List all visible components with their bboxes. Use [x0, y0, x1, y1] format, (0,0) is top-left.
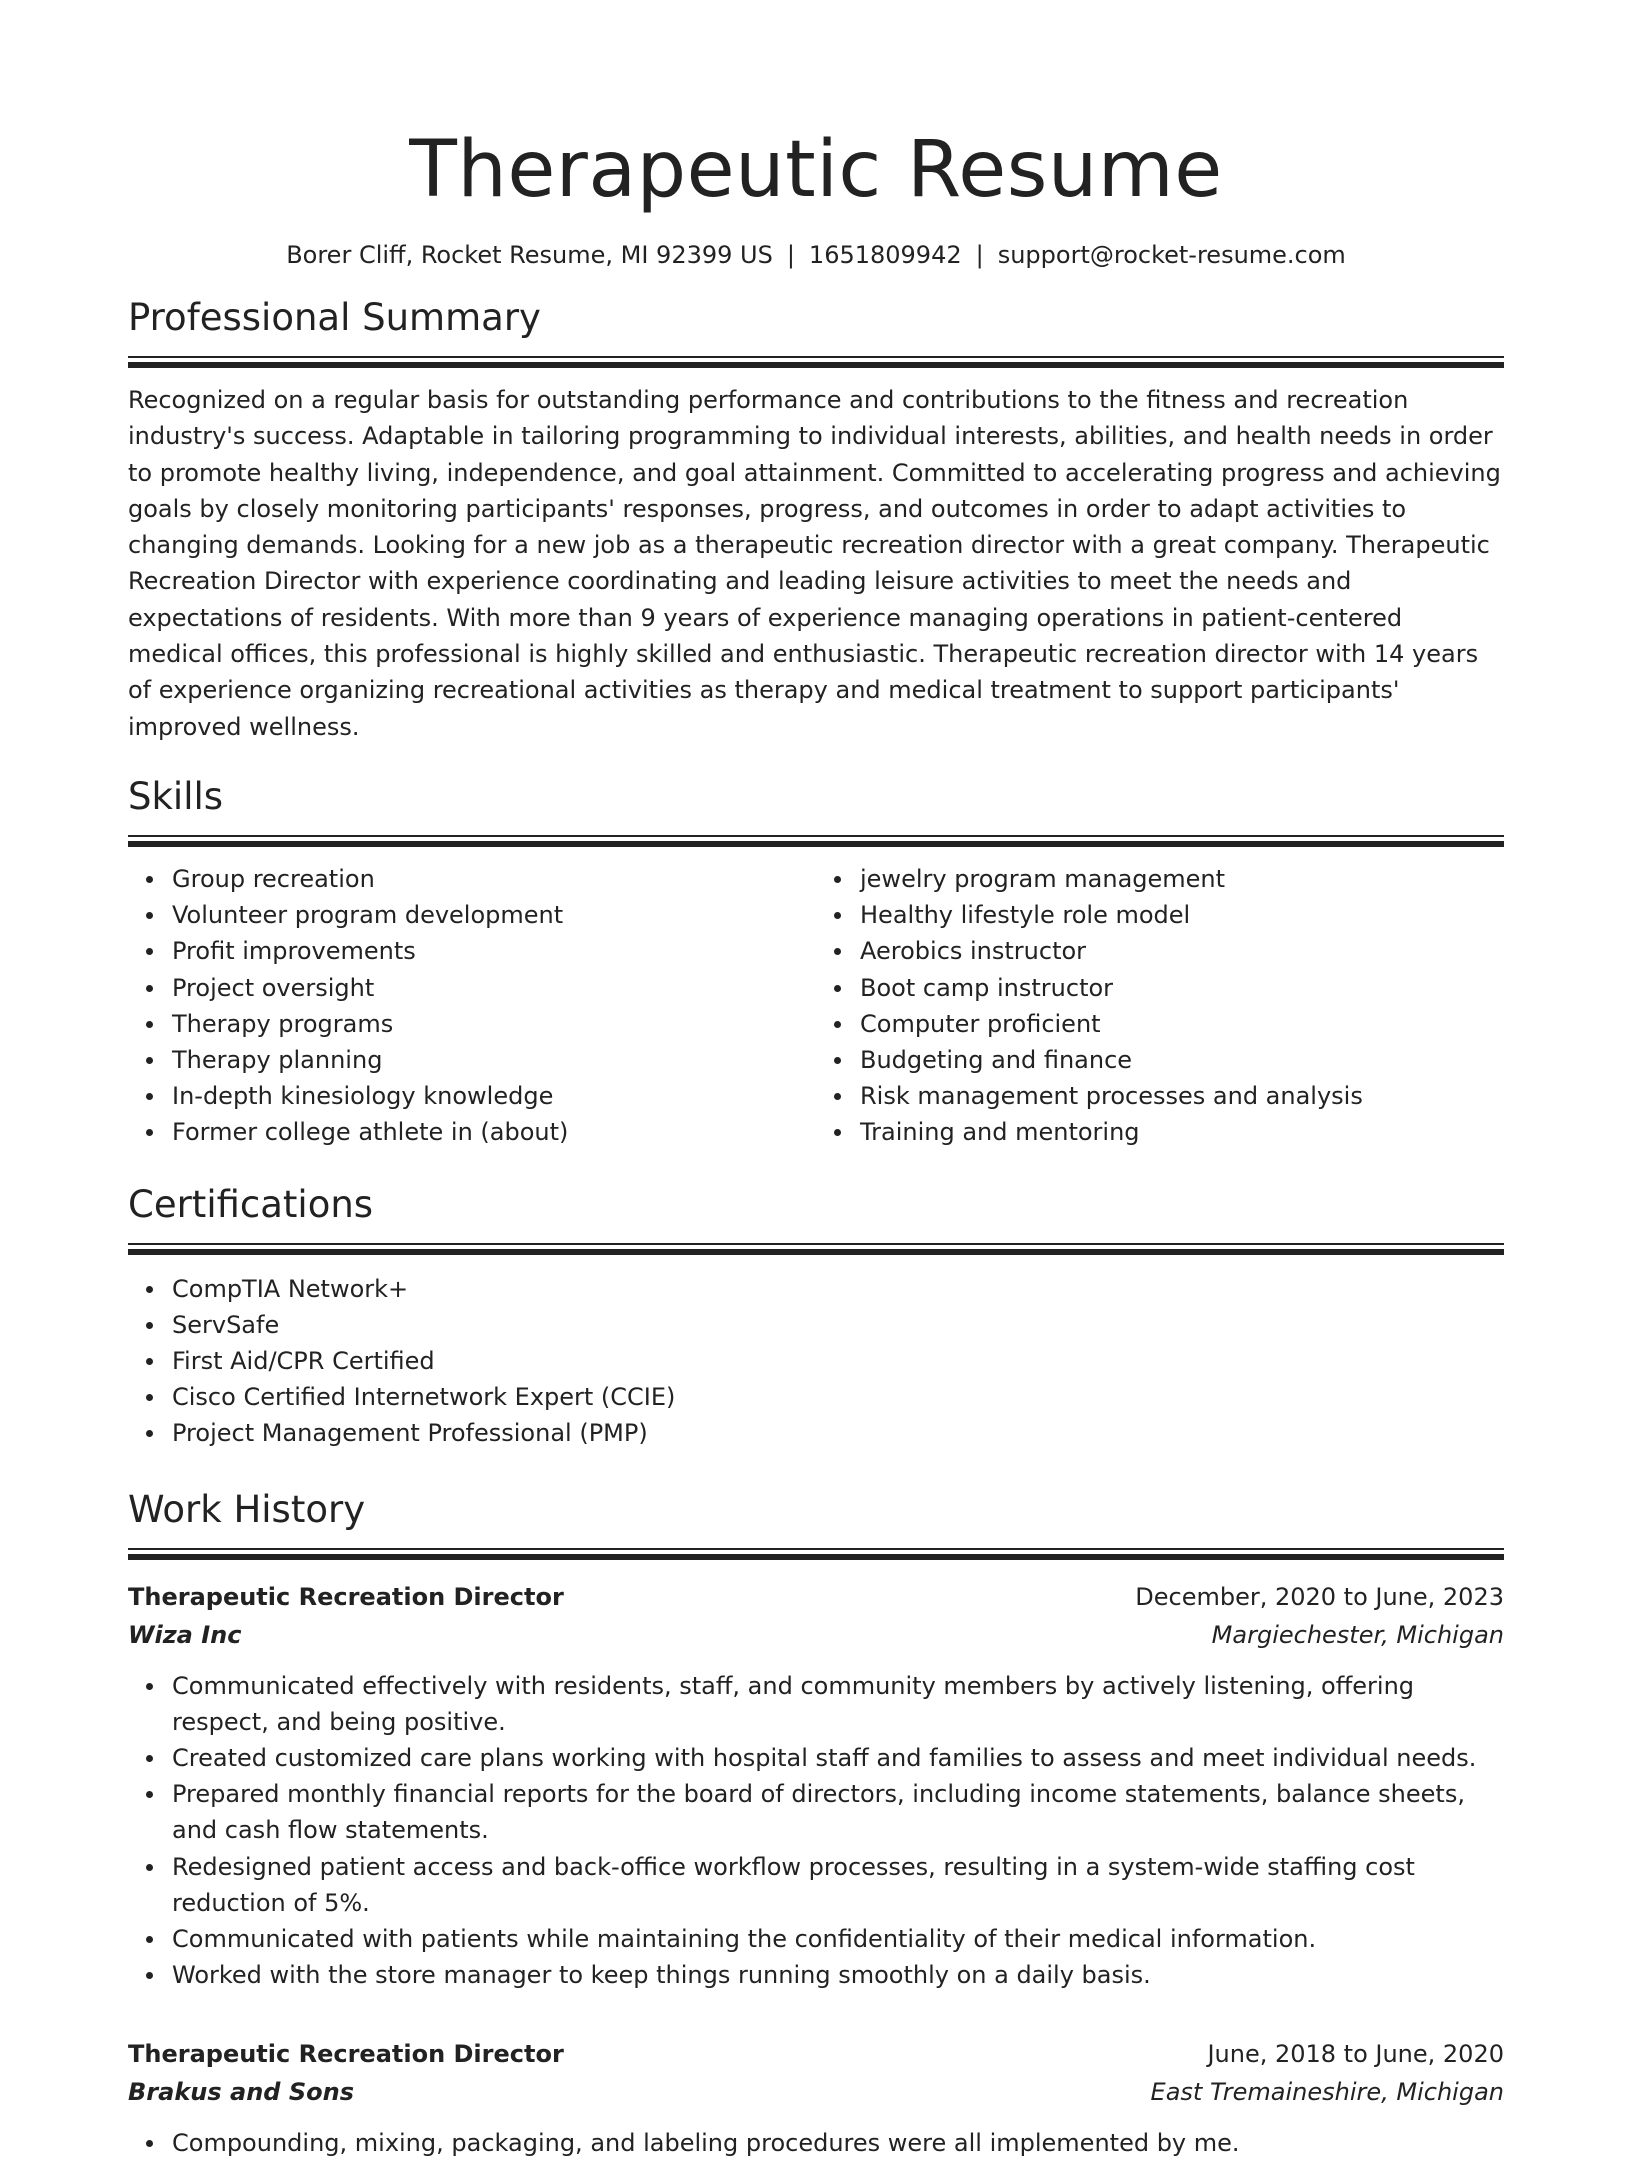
job-entry — [128, 2035, 1504, 2161]
certification-item: First Aid/CPR Certified — [172, 1343, 1504, 1379]
skill-item: Boot camp instructor — [860, 970, 1504, 1006]
job-bullet: Compounding, mixing, packaging, and labeling procedures were all implemented by me. — [172, 2125, 1504, 2161]
skill-item: Group recreation — [172, 861, 816, 897]
job-dates: December, 2020 to June, 2023 — [1135, 1582, 1504, 1611]
section-divider — [128, 835, 1504, 847]
resume-title: Therapeutic Resume — [409, 125, 1223, 215]
job-location: East Tremaineshire, Michigan — [1150, 2078, 1504, 2107]
job-bullet: Communicated effectively with residents, staff, and community members by actively listening, offering respect, and being positive. — [172, 1668, 1504, 1740]
skill-item: Former college athlete in (about) — [172, 1114, 816, 1150]
certifications-list — [128, 1271, 1504, 1452]
skill-item: Volunteer program development — [172, 897, 816, 933]
skill-item: In-depth kinesiology knowledge — [172, 1078, 816, 1114]
section-divider — [128, 1243, 1504, 1255]
contact-separator: | — [975, 241, 984, 269]
section-heading: Professional Summary — [128, 296, 541, 339]
skills-list-left — [128, 861, 816, 1151]
skill-item: Budgeting and finance — [860, 1042, 1504, 1078]
skill-item: Therapy planning — [172, 1042, 816, 1078]
skill-item: Profit improvements — [172, 933, 816, 969]
section-heading: Certifications — [128, 1182, 374, 1226]
summary-text: Recognized on a regular basis for outstanding performance and contributions to the fitness and recreation industry's success. Adaptable in tailoring programming to individual interests, abilities, and health needs in order to promote healthy living, independence, and goal attainment. Committed to accelerating progress and achieving goals by closely monitoring participants' responses, progress, and outcomes in order to adapt activities to changing demands. Looking for a new job as a therapeutic recreation director with a great company. Therapeutic Recreation Director with experience coordinating and leading leisure activities to meet the needs and expectations of residents. With more than 9 years of experience managing operations in patient-centered medical offices, this professional is highly skilled and enthusiastic. Therapeutic recreation director with 14 years of experience organizing recreational activities as therapy and medical treatment to support participants' improved wellness. — [128, 386, 1501, 741]
job-entry — [128, 1578, 1504, 1994]
work-history-section — [128, 1486, 1504, 2162]
section-divider — [128, 1548, 1504, 1560]
section-heading: Work History — [128, 1487, 366, 1531]
job-dates: June, 2018 to June, 2020 — [1207, 2040, 1504, 2069]
job-bullet: Worked with the store manager to keep things running smoothly on a daily basis. — [172, 1957, 1504, 1993]
certification-item: ServSafe — [172, 1307, 1504, 1343]
skill-item: Training and mentoring — [860, 1114, 1504, 1150]
section-heading: Skills — [128, 774, 224, 818]
certification-item: Cisco Certified Internetwork Expert (CCIE) — [172, 1379, 1504, 1415]
certification-item: Project Management Professional (PMP) — [172, 1415, 1504, 1451]
skill-item: Project oversight — [172, 970, 816, 1006]
resume-header — [128, 120, 1504, 272]
job-company-row — [128, 1616, 1504, 1654]
contact-email: support@rocket-resume.com — [997, 241, 1346, 269]
contact-phone: 1651809942 — [808, 241, 962, 269]
job-bullet: Redesigned patient access and back-office workflow processes, resulting in a system-wide staffing cost reduction of 5%. — [172, 1849, 1504, 1921]
skill-item: Aerobics instructor — [860, 933, 1504, 969]
resume-page — [128, 0, 1504, 2162]
skill-item: jewelry program management — [860, 861, 1504, 897]
job-title: Therapeutic Recreation Director — [128, 1582, 564, 1611]
contact-address: Borer Cliff, Rocket Resume, MI 92399 US — [286, 241, 773, 269]
certifications-section — [128, 1181, 1504, 1452]
contact-line — [128, 238, 1504, 272]
job-company: Brakus and Sons — [128, 2078, 354, 2107]
skill-item: Computer proficient — [860, 1006, 1504, 1042]
job-location: Margiechester, Michigan — [1211, 1620, 1504, 1649]
job-title-row — [128, 2035, 1504, 2073]
job-title-row — [128, 1578, 1504, 1616]
job-bullet: Created customized care plans working with hospital staff and families to assess and meet individual needs. — [172, 1740, 1504, 1776]
skill-item: Healthy lifestyle role model — [860, 897, 1504, 933]
contact-separator: | — [786, 241, 795, 269]
skill-item: Therapy programs — [172, 1006, 816, 1042]
skills-list-right — [816, 861, 1504, 1151]
professional-summary-section — [128, 294, 1504, 745]
skill-item: Risk management processes and analysis — [860, 1078, 1504, 1114]
job-bullets — [128, 1668, 1504, 1994]
skills-columns — [128, 861, 1504, 1151]
job-company-row — [128, 2073, 1504, 2111]
job-bullets — [128, 2125, 1504, 2161]
job-bullet: Communicated with patients while maintaining the confidentiality of their medical information. — [172, 1921, 1504, 1957]
job-bullet: Prepared monthly financial reports for the board of directors, including income statements, balance sheets, and cash flow statements. — [172, 1776, 1504, 1848]
job-title: Therapeutic Recreation Director — [128, 2040, 564, 2069]
certification-item: CompTIA Network+ — [172, 1271, 1504, 1307]
section-divider — [128, 356, 1504, 368]
skills-section — [128, 773, 1504, 1151]
job-company: Wiza Inc — [128, 1620, 242, 1649]
